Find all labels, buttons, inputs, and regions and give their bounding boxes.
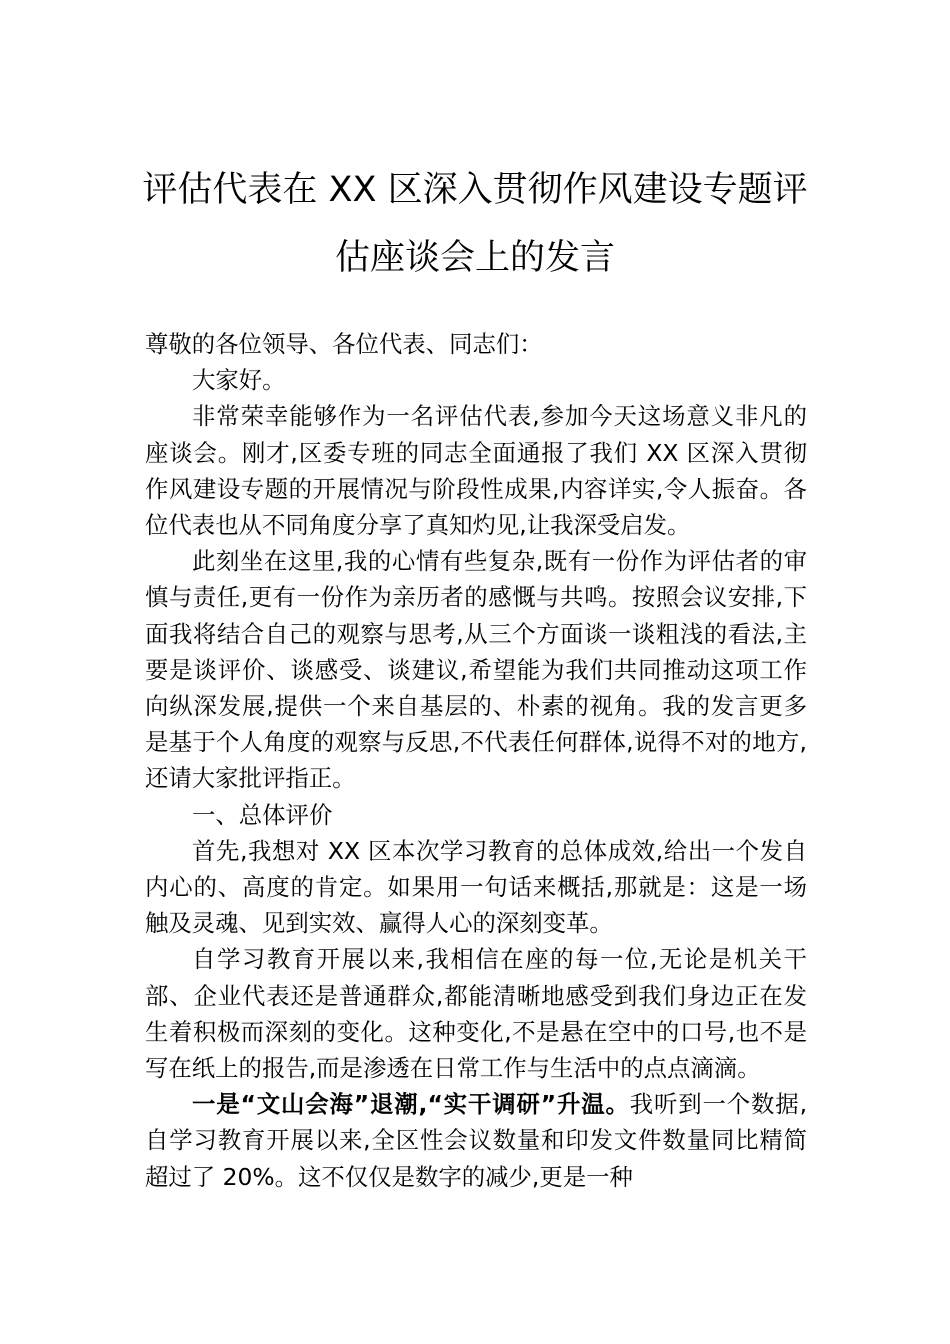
document-title-line-1: 评估代表在 XX 区深入贯彻作风建设专题评 [142, 170, 808, 210]
paragraph-changes: 自学习教育开展以来,我相信在座的每一位,无论是机关干部、企业代表还是普通群众,都能清晰地感受到我们身边正在发生着积极而深刻的变化。这种变化,不是悬在空中的口号,也不是写在纸上的报告,而是渗透在日常工作与生活中的点点滴滴。 [145, 945, 807, 1083]
point-one-lead: 一是“文山会海”退潮,“实干调研”升温。 [192, 1090, 630, 1119]
point-one-text: 我听到一个数据,自学习教育开展以来,全区性会议数量和印发文件数量同比精简超过了 20%。这不仅仅是数字的减少,更是一种 [145, 1090, 807, 1191]
paragraph-opening: 非常荣幸能够作为一名评估代表,参加今天这场意义非凡的座谈会。刚才,区委专班的同志全面通报了我们 XX 区深入贯彻作风建设专题的开展情况与阶段性成果,内容详实,令人振奋。各位代表也从不同角度分享了真知灼见,让我深受启发。 [145, 402, 807, 540]
paragraph-affirmation: 首先,我想对 XX 区本次学习教育的总体成效,给出一个发自内心的、高度的肯定。如果用一句话来概括,那就是：这是一场触及灵魂、见到实效、赢得人心的深刻变革。 [145, 836, 807, 938]
greeting: 大家好。 [192, 366, 286, 395]
document-title-line-2: 估座谈会上的发言 [334, 238, 615, 278]
salutation: 尊敬的各位领导、各位代表、同志们： [145, 330, 543, 358]
section-heading-overall-evaluation: 一、总体评价 [192, 800, 333, 829]
document-body [145, 326, 807, 1195]
paragraph-point-one [145, 1086, 807, 1195]
paragraph-arrangement: 此刻坐在这里,我的心情有些复杂,既有一份作为评估者的审慎与责任,更有一份作为亲历者的感慨与共鸣。按照会议安排,下面我将结合自己的观察与思考,从三个方面谈一谈粗浅的看法,主要是谈评价、谈感受、谈建议,希望能为我们共同推动这项工作向纵深发展,提供一个来自基层的、朴素的视角。我的发言更多是基于个人角度的观察与反思,不代表任何群体,说得不对的地方,还请大家批评指正。 [145, 547, 807, 793]
